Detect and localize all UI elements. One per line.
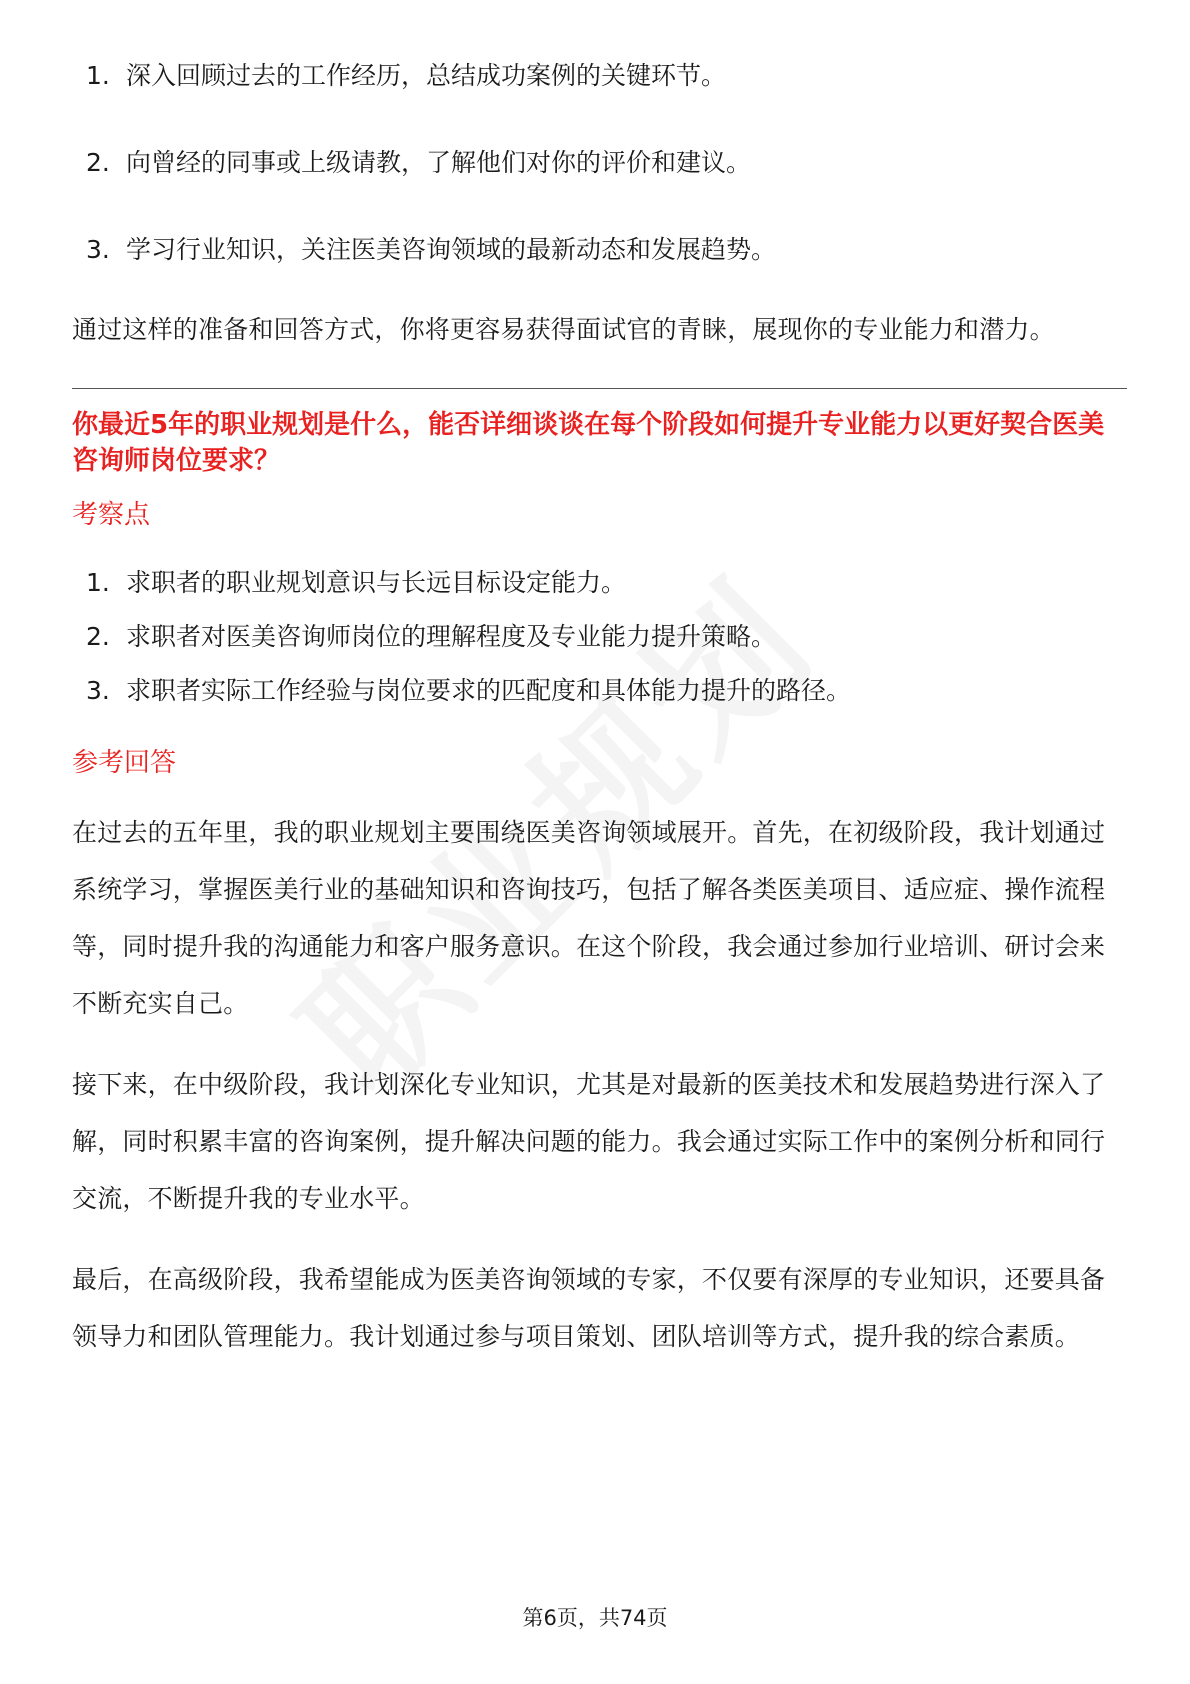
list-number: 3. — [86, 235, 110, 264]
question-heading: 你最近5年的职业规划是什么，能否详细谈谈在每个阶段如何提升专业能力以更好契合医美咨询师岗位要求？ — [72, 410, 1105, 476]
list-item-text: 求职者实际工作经验与岗位要求的匹配度和具体能力提升的路径。 — [126, 676, 852, 705]
list-number: 1. — [86, 61, 110, 90]
list-number: 2. — [86, 622, 110, 651]
list-item-text: 向曾经的同事或上级请教，了解他们对你的评价和建议。 — [126, 148, 752, 177]
answer-label: 参考回答 — [72, 748, 177, 778]
list-number: 2. — [86, 148, 110, 177]
list-number: 1. — [86, 568, 110, 597]
answer-paragraph: 接下来，在中级阶段，我计划深化专业知识，尤其是对最新的医美技术和发展趋势进行深入了解，同时积累丰富的咨询案例，提升解决问题的能力。我会通过实际工作中的案例分析和同行交流，不断提升我的专业水平。 — [72, 1070, 1106, 1213]
closing-paragraph: 通过这样的准备和回答方式，你将更容易获得面试官的青睐，展现你的专业能力和潜力。 — [72, 315, 1055, 344]
list-item-text: 求职者的职业规划意识与长远目标设定能力。 — [126, 568, 627, 597]
list-item — [72, 619, 1127, 655]
answer-paragraph: 最后，在高级阶段，我希望能成为医美咨询领域的专家，不仅要有深厚的专业知识，还要具备领导力和团队管理能力。我计划通过参与项目策划、团队培训等方式，提升我的综合素质。 — [72, 1265, 1106, 1351]
list-item — [72, 145, 1127, 181]
list-item-text: 深入回顾过去的工作经历，总结成功案例的关键环节。 — [126, 61, 727, 90]
list-item — [72, 673, 1127, 709]
section-divider — [72, 388, 1127, 389]
list-item — [72, 565, 1127, 601]
list-item — [72, 232, 1127, 268]
list-item — [72, 58, 1127, 94]
check-points-label: 考察点 — [72, 500, 151, 530]
preparation-list — [72, 58, 1127, 268]
page-content — [72, 58, 1127, 1365]
list-item-text: 求职者对医美咨询师岗位的理解程度及专业能力提升策略。 — [126, 622, 777, 651]
check-points-list — [72, 565, 1127, 709]
list-item-text: 学习行业知识，关注医美咨询领域的最新动态和发展趋势。 — [126, 235, 777, 264]
page-footer: 第6页，共74页 — [522, 1606, 668, 1630]
list-number: 3. — [86, 676, 110, 705]
answer-paragraph: 在过去的五年里，我的职业规划主要围绕医美咨询领域展开。首先，在初级阶段，我计划通过系统学习，掌握医美行业的基础知识和咨询技巧，包括了解各类医美项目、适应症、操作流程等，同时提升我的沟通能力和客户服务意识。在这个阶段，我会通过参加行业培训、研讨会来不断充实自己。 — [72, 818, 1106, 1018]
